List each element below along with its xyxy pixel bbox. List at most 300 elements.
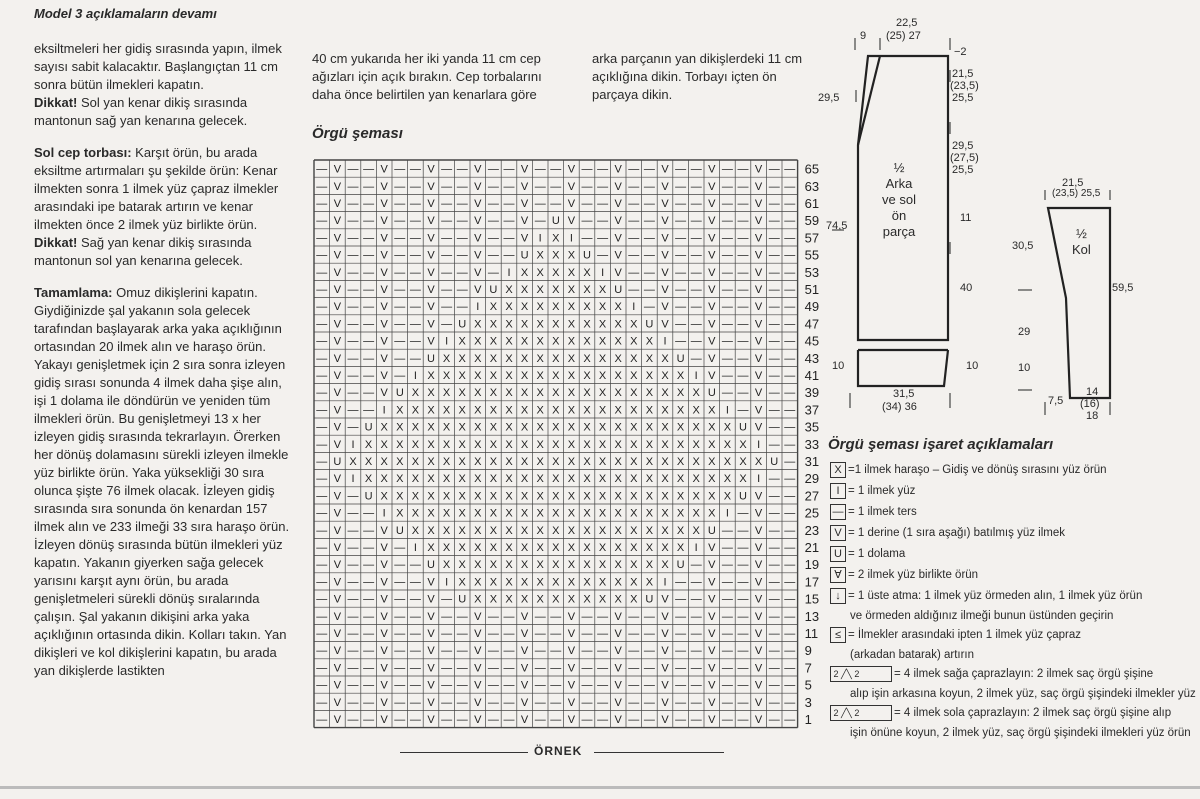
chart-cell: X	[474, 576, 482, 589]
chart-cell: X	[567, 249, 576, 262]
chart-cell: X	[583, 301, 591, 314]
chart-cell: X	[427, 507, 435, 520]
legend-item	[850, 687, 1196, 701]
chart-cell: —	[550, 696, 562, 709]
dim-74-5: 74,5	[826, 220, 848, 232]
chart-cell: X	[536, 438, 544, 451]
chart-cell: V	[474, 232, 482, 245]
dim-34-36: (34) 36	[882, 401, 917, 413]
chart-cell: —	[690, 232, 702, 245]
chart-cell: V	[754, 524, 763, 537]
chart-cell: X	[645, 335, 654, 348]
chart-cell: V	[380, 215, 388, 228]
chart-cell: —	[487, 662, 499, 675]
dim-23-5: (23,5)	[950, 80, 979, 92]
chart-cell: —	[441, 593, 453, 606]
chart-cell: —	[784, 215, 796, 228]
chart-cell: V	[708, 163, 716, 176]
chart-cell: —	[784, 542, 796, 554]
chart-cell: V	[708, 593, 716, 606]
chart-cell: U	[395, 387, 404, 400]
chart-cell: X	[567, 542, 576, 554]
chart-cell: X	[536, 266, 544, 279]
chart-cell: X	[552, 352, 560, 365]
chart-cell: X	[505, 370, 513, 382]
back-piece-label: ½ Arka ve sol ön parça	[882, 160, 916, 239]
chart-cell: —	[316, 542, 328, 554]
legend-text: = 1 dolama	[848, 548, 906, 561]
chart-cell: V	[614, 610, 622, 623]
chart-cell: V	[754, 542, 763, 554]
chart-cell: X	[583, 473, 591, 486]
chart-cell: —	[409, 610, 421, 623]
legend-symbol: X	[830, 462, 846, 478]
paragraph-1: eksiltmeleri her gidiş sırasında yapın, ilmek sayısı sabit kalacaktır. Başlangıçtan 11 cm sonra bütün ilmekleri kapatın. Dikkat! Sol yan kenar dikiş sırasında mantonun sağ yan kenarına gelecek.	[34, 41, 282, 128]
chart-cell: X	[536, 318, 544, 331]
row-label: 23	[804, 522, 820, 538]
chart-cell: X	[552, 507, 560, 520]
row-label: 15	[804, 591, 820, 607]
chart-cell: —	[784, 370, 796, 382]
chart-cell: —	[737, 352, 749, 365]
chart-cell: X	[536, 542, 544, 554]
ornek-label: ÖRNEK	[534, 744, 583, 758]
chart-cell: —	[456, 645, 468, 658]
chart-cell: —	[534, 610, 546, 623]
chart-cell: X	[552, 249, 560, 262]
chart-cell: X	[536, 352, 544, 365]
chart-cell: X	[583, 507, 591, 520]
chart-cell: —	[316, 714, 328, 726]
chart-cell: X	[598, 490, 607, 503]
chart-cell: V	[520, 180, 529, 193]
chart-cell: X	[411, 524, 420, 537]
chart-cell: —	[597, 180, 609, 193]
sleeve-dim-21-5: 21,5	[1062, 177, 1084, 189]
chart-cell: —	[347, 387, 359, 400]
chart-cell: X	[583, 421, 591, 434]
chart-cell: V	[427, 318, 435, 331]
chart-cell: —	[721, 662, 733, 675]
chart-cell: —	[784, 232, 796, 245]
chart-cell: —	[550, 198, 562, 210]
chart-cell: V	[708, 714, 716, 726]
chart-cell: —	[784, 576, 796, 589]
chart-cell: —	[503, 610, 515, 623]
chart-cell: X	[598, 438, 607, 451]
chart-cell: X	[552, 593, 560, 606]
chart-cell: V	[333, 387, 342, 400]
chart-cell: —	[316, 610, 328, 623]
chart-cell: X	[630, 456, 638, 468]
chart-cell: X	[427, 421, 435, 434]
text-column-3: arka parçanın yan dikişlerdeki 11 cm açıklığına dikin. Torbayı içten ön parçaya dikin.	[592, 51, 803, 102]
dim-40: 40	[960, 282, 973, 294]
chart-cell: X	[645, 473, 654, 486]
chart-cell: V	[754, 232, 763, 245]
chart-cell: —	[721, 198, 733, 210]
chart-cell: X	[598, 473, 607, 486]
chart-cell: —	[487, 215, 499, 228]
chart-cell: V	[754, 576, 763, 589]
chart-cell: —	[768, 524, 780, 537]
chart-cell: —	[409, 662, 421, 675]
chart-cell: —	[316, 696, 328, 709]
chart-cell: X	[676, 542, 685, 554]
legend-symbol: ↓	[830, 588, 846, 604]
chart-cell: —	[347, 352, 359, 365]
chart-cell: X	[489, 542, 498, 554]
chart-cell: —	[394, 301, 406, 314]
chart-cell: X	[692, 473, 700, 486]
legend-text: alıp işin arkasına koyun, 2 ilmek yüz, saç örgü şişindeki ilmekler yüz	[850, 688, 1196, 700]
chart-cell: —	[597, 714, 609, 726]
chart-cell: —	[409, 249, 421, 262]
chart-cell: —	[643, 301, 655, 314]
chart-cell: X	[552, 335, 560, 348]
row-label: 57	[804, 230, 820, 246]
chart-cell: X	[614, 473, 622, 486]
chart-cell: X	[489, 473, 498, 486]
chart-cell: X	[505, 490, 513, 503]
chart-cell: V	[754, 645, 763, 658]
chart-cell: X	[661, 524, 669, 537]
chart-cell: —	[737, 696, 749, 709]
chart-cell: —	[363, 628, 375, 640]
chart-cell: —	[768, 301, 780, 314]
chart-cell: —	[503, 180, 515, 193]
chart-cell: —	[675, 593, 687, 606]
chart-cell: —	[784, 628, 796, 640]
chart-cell: —	[441, 249, 453, 262]
chart-cell: X	[567, 284, 576, 296]
chart-cell: X	[739, 456, 747, 468]
chart-cell: I	[757, 473, 761, 486]
chart-cell: —	[394, 559, 406, 572]
chart-cell: —	[784, 198, 796, 210]
chart-cell: —	[316, 404, 328, 417]
chart-cell: —	[487, 610, 499, 623]
chart-cell: V	[333, 301, 342, 314]
chart-cell: —	[347, 301, 359, 314]
chart-cell: V	[427, 301, 435, 314]
chart-cell: X	[458, 524, 466, 537]
chart-cell: —	[363, 593, 375, 606]
chart-cell: —	[721, 610, 733, 623]
legend-item	[850, 609, 1113, 623]
chart-cell: —	[487, 714, 499, 726]
chart-cell: —	[534, 696, 546, 709]
chart-cell: —	[643, 628, 655, 640]
chart-cell: —	[768, 679, 780, 692]
chart-cell: X	[442, 370, 451, 382]
chart-cell: X	[552, 542, 560, 554]
chart-cell: V	[567, 628, 576, 640]
chart-cell: —	[503, 714, 515, 726]
legend-text: ve örmeden aldığınız ilmeği bunun üstünden geçirin	[850, 610, 1114, 622]
chart-cell: —	[394, 284, 406, 296]
chart-cell: —	[690, 318, 702, 331]
row-label: 65	[804, 161, 820, 177]
chart-cell: V	[708, 628, 716, 640]
chart-cell: V	[708, 232, 716, 245]
chart-cell: —	[394, 542, 406, 554]
chart-cell: —	[503, 198, 515, 210]
chart-cell: X	[427, 524, 435, 537]
legend-symbol: I	[830, 483, 846, 499]
chart-cell: V	[708, 335, 716, 348]
chart-cell: X	[505, 507, 513, 520]
chart-cell: I	[445, 335, 449, 348]
chart-cell: I	[445, 576, 449, 589]
chart-cell: —	[534, 198, 546, 210]
chart-cell: V	[754, 301, 763, 314]
legend-symbol: ∀	[830, 567, 846, 583]
chart-cell: X	[661, 456, 669, 468]
chart-cell: X	[552, 266, 560, 279]
chart-cell: V	[661, 593, 669, 606]
chart-cell: —	[737, 404, 749, 417]
row-label: 19	[804, 557, 820, 573]
chart-cell: X	[520, 318, 529, 331]
text-column-1	[34, 40, 296, 694]
chart-cell: V	[520, 645, 529, 658]
chart-cell: V	[333, 679, 342, 692]
chart-cell: X	[598, 335, 607, 348]
chart-cell: —	[441, 198, 453, 210]
chart-cell: X	[411, 421, 420, 434]
chart-cell: —	[441, 215, 453, 228]
row-label: 29	[804, 471, 820, 487]
chart-cell: —	[768, 696, 780, 709]
chart-cell: —	[456, 163, 468, 176]
chart-cell: X	[661, 542, 669, 554]
chart-cell: U	[551, 215, 560, 228]
chart-cell: X	[661, 559, 669, 572]
chart-cell: V	[333, 696, 342, 709]
chart-cell: X	[396, 438, 404, 451]
chart-cell: X	[614, 593, 622, 606]
chart-cell: —	[675, 180, 687, 193]
chart-cell: —	[675, 679, 687, 692]
chart-cell: V	[708, 318, 716, 331]
ornek-line-right	[594, 752, 724, 753]
chart-cell: —	[721, 266, 733, 279]
chart-cell: X	[630, 473, 638, 486]
chart-cell: X	[520, 593, 529, 606]
chart-cell: V	[380, 610, 388, 623]
chart-cell: X	[567, 318, 576, 331]
chart-cell: —	[409, 318, 421, 331]
chart-cell: —	[784, 335, 796, 348]
chart-cell: V	[380, 180, 388, 193]
chart-cell: —	[643, 215, 655, 228]
chart-cell: V	[754, 387, 763, 400]
chart-cell: X	[427, 404, 435, 417]
chart-cell: X	[489, 490, 498, 503]
chart-cell: —	[316, 679, 328, 692]
chart-cell: X	[474, 387, 482, 400]
chart-cell: V	[427, 180, 435, 193]
chart-cell: —	[394, 610, 406, 623]
chart-cell: —	[456, 215, 468, 228]
chart-cell: X	[442, 456, 451, 468]
legend-symbol: U	[830, 546, 846, 562]
chart-cell: —	[597, 662, 609, 675]
chart-cell: X	[692, 387, 700, 400]
chart-cell: V	[333, 318, 342, 331]
chart-cell: —	[487, 679, 499, 692]
chart-cell: —	[721, 679, 733, 692]
dim-9: 9	[860, 30, 867, 42]
chart-cell: —	[784, 438, 796, 451]
chart-cell: —	[534, 679, 546, 692]
chart-cell: X	[552, 370, 560, 382]
chart-cell: X	[474, 318, 482, 331]
chart-cell: V	[380, 284, 388, 296]
chart-cell: I	[725, 404, 729, 417]
chart-cell: V	[380, 628, 388, 640]
chart-cell: X	[567, 438, 576, 451]
chart-cell: —	[768, 593, 780, 606]
chart-cell: —	[456, 301, 468, 314]
chart-cell: X	[676, 456, 685, 468]
chart-cell: V	[474, 249, 482, 262]
chart-cell: —	[347, 662, 359, 675]
chart-cell: U	[614, 284, 623, 296]
chart-cell: V	[708, 559, 716, 572]
chart-cell: —	[737, 387, 749, 400]
chart-cell: —	[456, 180, 468, 193]
chart-cell: —	[768, 198, 780, 210]
chart-cell: X	[505, 404, 513, 417]
chart-cell: X	[692, 524, 700, 537]
chart-cell: X	[505, 421, 513, 434]
chart-cell: X	[474, 559, 482, 572]
chart-cell: U	[583, 249, 591, 262]
chart-cell: X	[427, 490, 435, 503]
chart-cell: —	[409, 180, 421, 193]
chart-cell: X	[474, 335, 482, 348]
chart-cell: V	[333, 421, 342, 434]
chart-cell: V	[474, 198, 482, 210]
chart-cell: X	[536, 301, 544, 314]
row-label: 43	[804, 350, 820, 366]
chart-cell: —	[784, 473, 796, 486]
chart-cell: —	[628, 284, 640, 296]
chart-cell: X	[598, 387, 607, 400]
chart-cell: —	[628, 163, 640, 176]
chart-cell: V	[708, 215, 716, 228]
chart-cell: X	[536, 490, 544, 503]
chart-cell: X	[427, 456, 435, 468]
chart-cell: —	[441, 696, 453, 709]
chart-cell: X	[505, 524, 513, 537]
chart-cell: X	[458, 542, 466, 554]
chart-cell: U	[364, 490, 373, 503]
chart-cell: —	[394, 679, 406, 692]
chart-cell: V	[427, 232, 435, 245]
chart-cell: X	[645, 438, 654, 451]
chart-cell: —	[534, 628, 546, 640]
chart-cell: —	[534, 645, 546, 658]
chart-cell: —	[643, 696, 655, 709]
chart-cell: X	[661, 387, 669, 400]
chart-cell: X	[567, 490, 576, 503]
chart-cell: —	[503, 232, 515, 245]
chart-cell: X	[583, 284, 591, 296]
chart-cell: V	[333, 628, 342, 640]
chart-cell: —	[643, 266, 655, 279]
chart-cell: —	[347, 318, 359, 331]
chart-cell: U	[645, 318, 654, 331]
chart-cell: X	[396, 473, 404, 486]
chart-title: Örgü şeması	[312, 125, 403, 142]
chart-cell: —	[363, 180, 375, 193]
chart-cell: X	[630, 542, 638, 554]
chart-cell: V	[754, 215, 763, 228]
chart-cell: V	[614, 696, 622, 709]
chart-cell: —	[675, 645, 687, 658]
chart-cell: —	[721, 215, 733, 228]
chart-cell: V	[427, 198, 435, 210]
chart-cell: V	[567, 679, 576, 692]
chart-cell: X	[661, 507, 669, 520]
chart-cell: —	[768, 490, 780, 503]
chart-cell: U	[520, 249, 529, 262]
chart-cell: V	[754, 249, 763, 262]
chart-cell: X	[442, 490, 451, 503]
chart-cell: —	[363, 163, 375, 176]
chart-cell: X	[598, 284, 607, 296]
chart-cell: X	[552, 456, 560, 468]
chart-cell: X	[567, 559, 576, 572]
chart-cell: V	[333, 370, 342, 382]
chart-cell: —	[363, 576, 375, 589]
chart-cell: —	[409, 335, 421, 348]
chart-cell: V	[708, 696, 716, 709]
chart-cell: V	[333, 180, 342, 193]
chart-cell: —	[316, 249, 328, 262]
chart-cell: —	[316, 645, 328, 658]
chart-cell: —	[456, 198, 468, 210]
chart-cell: V	[708, 352, 716, 365]
chart-cell: —	[347, 645, 359, 658]
chart-cell: V	[474, 284, 482, 296]
chart-cell: V	[520, 215, 529, 228]
chart-cell: —	[409, 284, 421, 296]
chart-cell: V	[333, 232, 342, 245]
chart-cell: —	[721, 232, 733, 245]
chart-cell: U	[458, 593, 467, 606]
chart-cell: V	[474, 163, 482, 176]
chart-cell: —	[503, 628, 515, 640]
row-label: 33	[804, 436, 820, 452]
chart-cell: —	[363, 284, 375, 296]
chart-cell: —	[441, 679, 453, 692]
chart-cell: X	[614, 387, 622, 400]
chart-cell: X	[598, 404, 607, 417]
chart-cell: —	[597, 249, 609, 262]
chart-cell: —	[363, 524, 375, 537]
chart-cell: X	[520, 559, 529, 572]
chart-cell: —	[581, 679, 593, 692]
chart-cell: —	[363, 542, 375, 554]
chart-cell: X	[458, 404, 466, 417]
chart-cell: —	[675, 266, 687, 279]
legend-item	[830, 567, 978, 583]
chart-cell: V	[380, 662, 388, 675]
